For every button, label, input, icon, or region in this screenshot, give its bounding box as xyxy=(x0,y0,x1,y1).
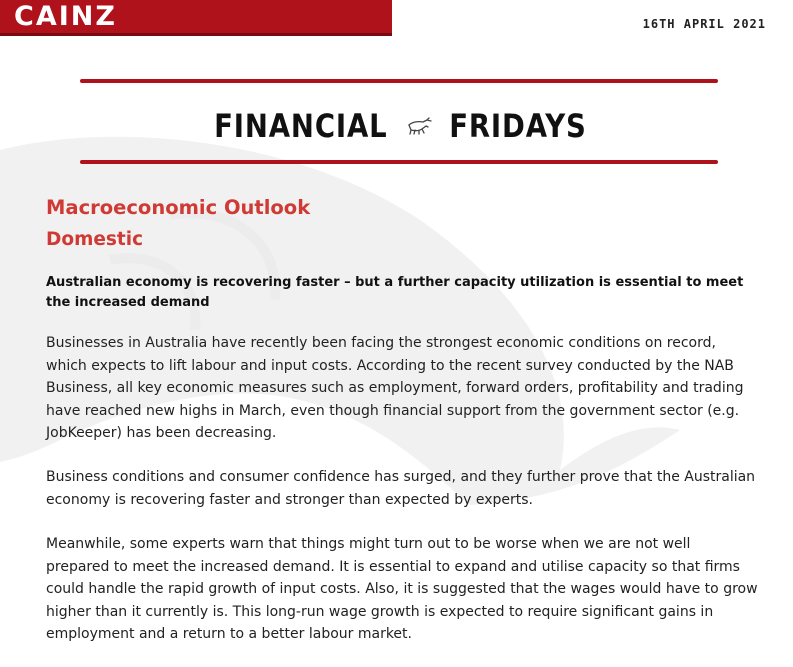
masthead-word-fridays: FRIDAYS xyxy=(449,107,587,145)
bull-icon xyxy=(406,115,434,137)
lead-paragraph: Australian economy is recovering faster – but a further capacity utilization is essential to meet the increased demand xyxy=(46,275,744,310)
masthead-rule-top xyxy=(80,79,718,83)
body-paragraph-3: Meanwhile, some experts warn that things might turn out to be worse when we are not well prepared to meet the increased demand. It is essential to expand and utilise capacity so that firms could handle the rapid growth of input costs. Also, it is suggested that the wages would have to grow higher than it currently is. This long-run wage growth is expected to require significant gains in employment and a return to a better labour market. xyxy=(46,536,758,642)
subsection-title: Domestic xyxy=(46,229,144,250)
masthead-word-financial: FINANCIAL xyxy=(214,107,388,145)
body-paragraph-1: Businesses in Australia have recently been facing the strongest economic conditions on record, which expects to lift labour and input costs. According to the recent survey conducted by the NAB Business, all key economic measures such as employment, forward orders, profitability and trading have reached new highs in March, even though financial support from the government sector (e.g. JobKeeper) has been decreasing. xyxy=(46,335,744,441)
issue-date: 16TH APRIL 2021 xyxy=(642,17,766,31)
brand-bar-shadow xyxy=(0,33,392,36)
body-paragraph-2: Business conditions and consumer confidence has surged, and they further prove that the Australian economy is recovering faster and stronger than expected by experts. xyxy=(46,469,756,508)
masthead-rule-bottom xyxy=(80,160,718,164)
masthead xyxy=(80,103,718,149)
section-title: Macroeconomic Outlook xyxy=(46,196,311,219)
brand-logo: CAINZ xyxy=(14,1,117,32)
